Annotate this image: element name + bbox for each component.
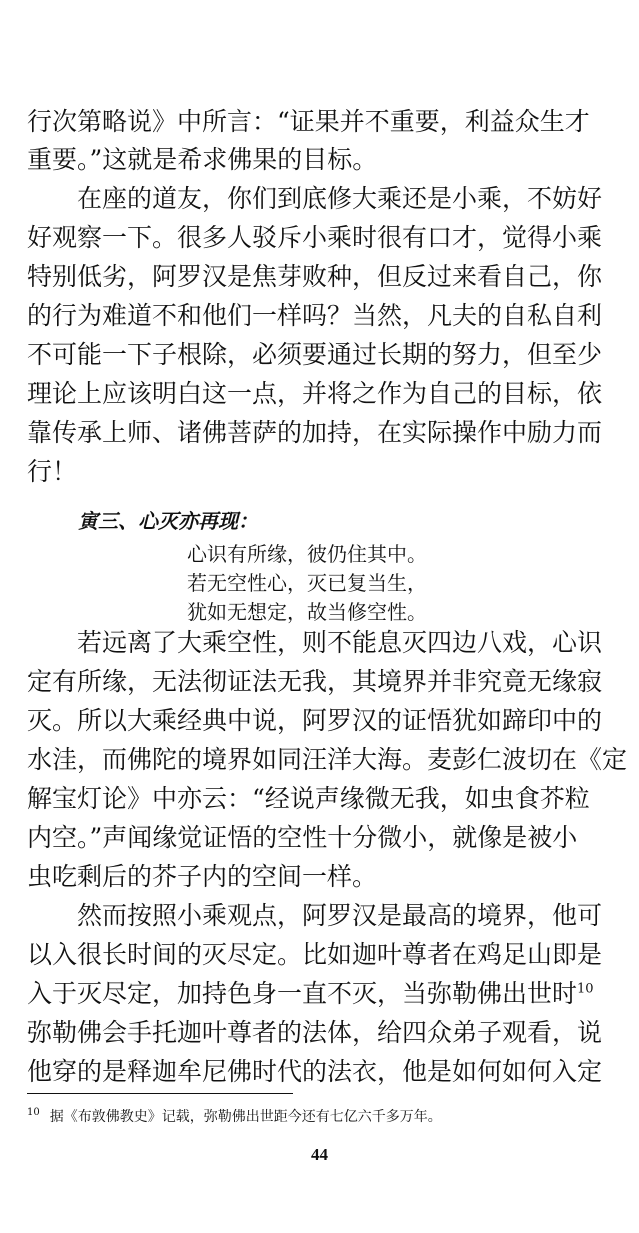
body-text-line	[0, 979, 639, 1009]
body-text-line: 靠传承上师、诸佛菩萨的加持，在实际操作中励力而	[27, 418, 603, 447]
body-text-line: 灭。所以大乘经典中说，阿罗汉的证悟犹如蹄印中的	[27, 706, 603, 735]
body-text: 入于灭尽定，加持色身一直不灭，当弥勒佛出世时	[27, 979, 578, 1008]
verse-line: 犹如无想定，故当修空性。	[187, 600, 427, 624]
footnote	[27, 1108, 442, 1126]
footnote-reference[interactable]: 10	[577, 981, 594, 997]
body-text-line: 内空。”声闻缘觉证悟的空性十分微小，就像是被小	[27, 823, 578, 852]
body-text-line: 虫吃剩后的芥子内的空间一样。	[27, 862, 378, 891]
body-text-line: 的行为难道不和他们一样吗？当然，凡夫的自私自利	[27, 301, 603, 330]
page-number: 44	[311, 1145, 328, 1164]
body-text-line: 他穿的是释迦牟尼佛时代的法衣，他是如何如何入定	[27, 1057, 603, 1086]
footnote-separator	[27, 1093, 293, 1094]
body-text-line: 然而按照小乘观点，阿罗汉是最高的境界，他可	[77, 901, 603, 930]
body-text-line: 在座的道友，你们到底修大乘还是小乘，不妨好	[77, 184, 603, 213]
verse-line: 若无空性心，灭已复当生，	[187, 571, 427, 595]
section-heading: 寅三、心灭亦再现：	[78, 509, 258, 533]
body-text-line: 解宝灯论》中亦云：“经说声缘微无我，如虫食芥粒	[27, 784, 590, 813]
body-text-line: 定有所缘，无法彻证法无我，其境界并非究竟无缘寂	[27, 667, 603, 696]
body-text-line: 重要。”这就是希求佛果的目标。	[27, 145, 378, 174]
body-text-line: 水洼，而佛陀的境界如同汪洋大海。麦彭仁波切在《定	[27, 745, 628, 774]
body-text-line: 不可能一下子根除，必须要通过长期的努力，但至少	[27, 340, 603, 369]
body-text-line: 以入很长时间的灭尽定。比如迦叶尊者在鸡足山即是	[27, 940, 603, 969]
body-text-line: 特别低劣，阿罗汉是焦芽败种，但反过来看自己，你	[27, 262, 603, 291]
verse-line: 心识有所缘，彼仍住其中。	[187, 542, 427, 566]
body-text-line: 若远离了大乘空性，则不能息灭四边八戏，心识	[77, 628, 603, 657]
footnote-text: 据《布敦佛教史》记载，弥勒佛出世距今还有七亿六千多万年。	[49, 1109, 442, 1125]
body-text-line: 行次第略说》中所言：“证果并不重要，利益众生才	[27, 107, 590, 136]
body-text-line: 弥勒佛会手托迦叶尊者的法体，给四众弟子观看，说	[27, 1018, 603, 1047]
body-text-line: 行！	[27, 457, 78, 486]
body-text-line: 理论上应该明白这一点，并将之作为自己的目标，依	[27, 379, 603, 408]
body-text-line: 好观察一下。很多人驳斥小乘时很有口才，觉得小乘	[27, 223, 603, 252]
footnote-number: 10	[27, 1107, 40, 1119]
